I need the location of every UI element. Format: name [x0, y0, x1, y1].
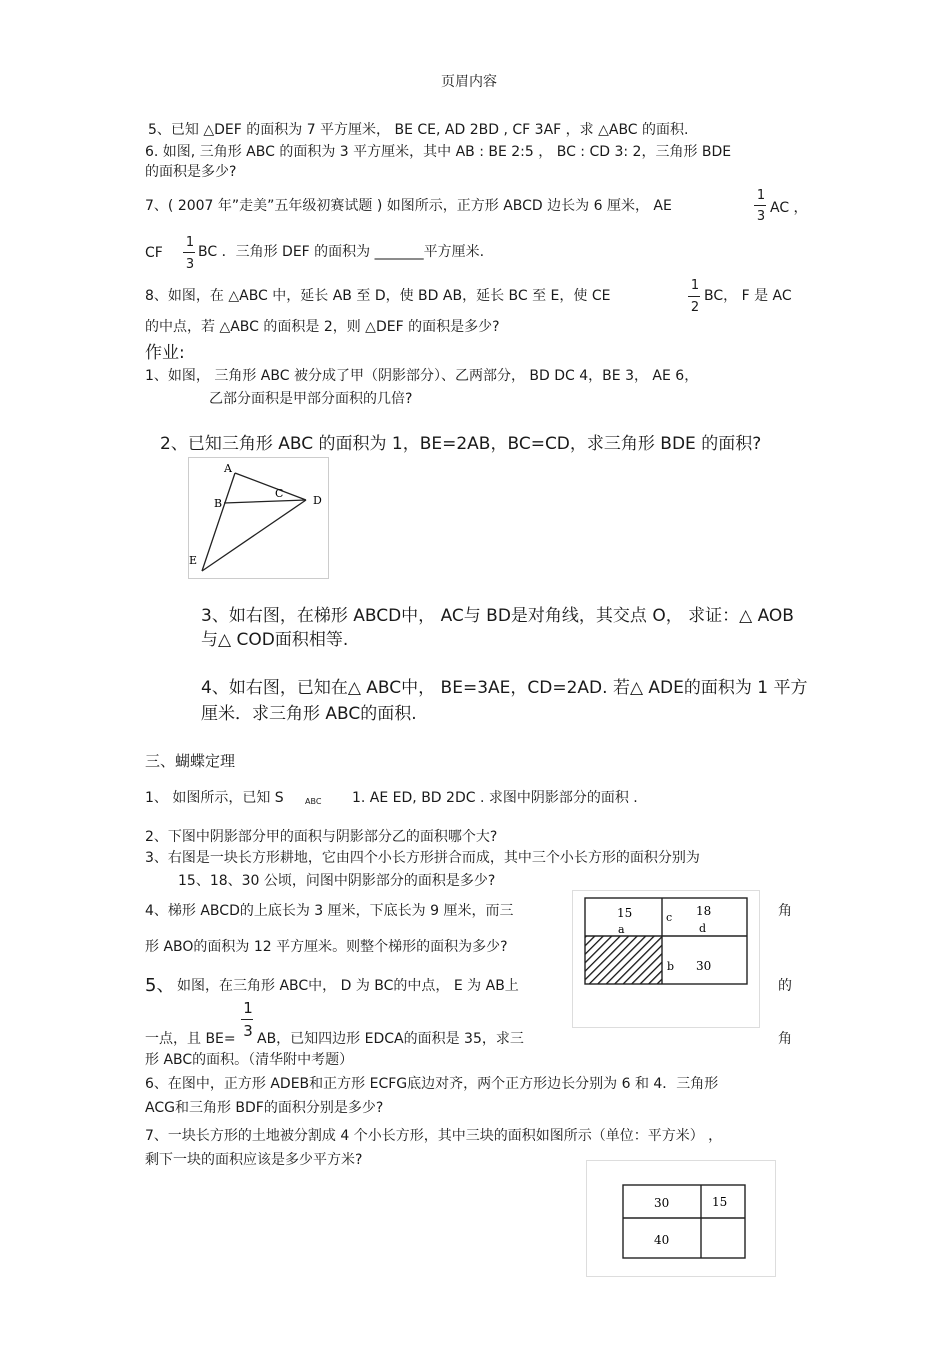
problem-5: 5、已知 △DEF 的面积为 7 平方厘米， BE CE, AD 2BD , CF 3AF ，求 △ABC 的面积.: [148, 122, 689, 138]
butterfly-5-line1: 如图，在三角形 ABC中， D 为 BC的中点， E 为 AB上: [177, 978, 519, 994]
triangle-figure: [188, 457, 330, 580]
value-30: 30: [654, 1196, 670, 1210]
value-18: 18: [696, 904, 712, 918]
value-15: 15: [617, 906, 633, 920]
label-c: C: [275, 487, 284, 500]
label-a: a: [618, 923, 625, 936]
value-30: 30: [696, 959, 712, 973]
fraction-numerator: 1: [185, 235, 195, 250]
problem-7-line1: 7、( 2007 年”走美”五年级初赛试题 ) 如图所示，正方形 ABCD 边长为 6 厘米， AE: [145, 198, 672, 214]
butterfly-5-line2b: AB，已知四边形 EDCA的面积是 35，求三: [257, 1031, 524, 1047]
homework-1-line2: 乙部分面积是甲部分面积的几倍?: [209, 391, 413, 407]
fraction-bar: [241, 1019, 253, 1020]
label-b: B: [214, 497, 223, 510]
butterfly-7-line1: 7、一块长方形的土地被分割成 4 个小长方形，其中三块的面积如图所示（单位：平方米） ，: [145, 1128, 723, 1144]
fraction-bar: [183, 252, 195, 253]
butterfly-1-subscript: ABC: [305, 797, 322, 806]
butterfly-4-line1: 4、梯形 ABCD的上底长为 3 厘米，下底长为 9 厘米，而三: [145, 903, 514, 919]
butterfly-5-number: 5、: [145, 975, 175, 996]
butterfly-5-line2: 一点，且 BE=: [145, 1031, 236, 1047]
problem-8-line2: 的中点，若 △ABC 的面积是 2，则 △DEF 的面积是多少?: [145, 319, 500, 335]
problem-6-line1: 6. 如图, 三角形 ABC 的面积为 3 平方厘米，其中 AB : BE 2:5 ， BC : CD 3: 2，三角形 BDE: [145, 144, 732, 160]
butterfly-1-b: 1. AE ED, BD 2DC . 求图中阴影部分的面积 .: [352, 790, 638, 806]
problem-7-cf: CF: [145, 245, 163, 261]
section-3-title: 三、蝴蝶定理: [145, 752, 236, 770]
butterfly-4-line2: 形 ABO的面积为 12 平方厘米。则整个梯形的面积为多少?: [145, 939, 508, 955]
homework-3-line2: 与△ COD面积相等.: [201, 630, 349, 650]
problem-6-line2: 的面积是多少?: [145, 164, 237, 180]
land-division-figure: [586, 1160, 776, 1277]
fraction-numerator: 1: [243, 999, 253, 1017]
butterfly-5-line2-end: 角: [778, 1031, 792, 1047]
value-40: 40: [654, 1233, 670, 1247]
fraction-denominator: 3: [185, 257, 195, 272]
fraction-denominator: 2: [690, 300, 700, 315]
butterfly-5-line1-end: 的: [778, 978, 792, 994]
butterfly-3-line2: 15、18、30 公顷，问图中阴影部分的面积是多少?: [178, 873, 496, 889]
butterfly-7-line2: 剩下一块的面积应该是多少平方米?: [145, 1152, 363, 1168]
label-e: E: [189, 554, 198, 567]
problem-8-bc: BC， F 是 AC: [704, 288, 792, 304]
butterfly-1-a: 1、 如图所示，已知 S: [145, 790, 284, 806]
homework-2: 2、已知三角形 ABC 的面积为 1，BE=2AB，BC=CD，求三角形 BDE 的面积?: [160, 434, 762, 454]
label-a: A: [224, 462, 232, 475]
label-d: D: [313, 494, 322, 507]
butterfly-3-line1: 3、右图是一块长方形耕地，它由四个小长方形拼合而成，其中三个小长方形的面积分别为: [145, 850, 700, 866]
butterfly-4-line1-end: 角: [778, 903, 792, 919]
butterfly-6-line2: ACG和三角形 BDF的面积分别是多少?: [145, 1100, 384, 1116]
label-d: d: [699, 922, 707, 935]
butterfly-6-line1: 6、在图中，正方形 ADEB和正方形 ECFG底边对齐，两个正方形边长分别为 6 和 4．三角形: [145, 1076, 719, 1092]
fraction-numerator: 1: [756, 188, 766, 203]
butterfly-5-line3: 形 ABC的面积。（清华附中考题）: [145, 1052, 354, 1068]
homework-4-line1: 4、如右图，已知在△ ABC中， BE=3AE，CD=2AD. 若△ ADE的面积为 1 平方: [201, 678, 808, 698]
page-header: 页眉内容: [441, 74, 497, 90]
problem-7-ac: AC ，: [770, 200, 808, 216]
fraction-bar: [688, 296, 700, 297]
fraction-denominator: 3: [243, 1022, 253, 1040]
label-b: b: [667, 960, 675, 973]
problem-8-line1: 8、如图，在 △ABC 中，延长 AB 至 D，使 BD AB，延长 BC 至 E，使 CE: [145, 288, 611, 304]
fraction-numerator: 1: [690, 278, 700, 293]
homework-1-line1: 1、如图， 三角形 ABC 被分成了甲（阴影部分）、乙两部分， BD DC 4，BE 3， AE 6，: [145, 368, 699, 384]
rectangle-field-figure: [572, 890, 760, 1028]
fraction-denominator: 3: [756, 209, 766, 224]
value-15: 15: [712, 1195, 728, 1209]
label-c: c: [666, 911, 673, 924]
homework-3-line1: 3、如右图，在梯形 ABCD中， AC与 BD是对角线，其交点 O， 求证：△ AOB: [201, 606, 794, 626]
homework-title: 作业:: [145, 343, 185, 363]
fraction-bar: [754, 205, 766, 206]
homework-4-line2: 厘米．求三角形 ABC的面积.: [201, 704, 417, 724]
butterfly-2: 2、下图中阴影部分甲的面积与阴影部分乙的面积哪个大?: [145, 829, 498, 845]
problem-7-line2: BC ．三角形 DEF 的面积为 _______平方厘米.: [198, 244, 485, 260]
